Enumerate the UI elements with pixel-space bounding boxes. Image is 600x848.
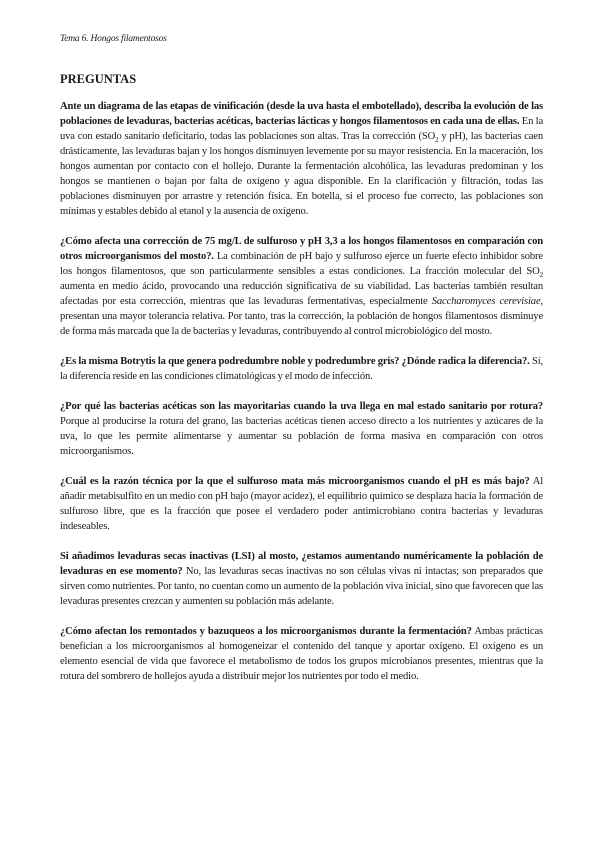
species-name: Saccharomyces cerevisiae (431, 296, 541, 307)
qa-paragraph-3 (60, 354, 543, 384)
question-text: Ante un diagrama de las etapas de vinificación (desde la uva hasta el embotellado), describa la evolución de las poblaciones de levaduras, bacterias acéticas, bacterias lácticas y hongos filamentosos en cada una de ellas. (60, 101, 543, 127)
subscript: 2 (539, 271, 543, 280)
answer-text: Sí, la diferencia reside en las condiciones climatológicas y el modo de infección. (60, 356, 543, 382)
answer-text: aumenta en medio ácido, provocando una reducción significativa de su viabilidad. Las bacterias también resultan afectadas por esta corrección, mientras que las levaduras fermentativas, especialmente (60, 281, 543, 307)
question-text: ¿Es la misma Botrytis la que genera podredumbre noble y podredumbre gris? ¿Dónde radica la diferencia?. (60, 356, 530, 367)
section-title: PREGUNTAS (60, 72, 137, 86)
question-text: ¿Cómo afecta una corrección de 75 mg/L de sulfuroso y pH 3,3 a los hongos filamentosos en comparación con otros microorganismos del mosto?. (60, 236, 543, 262)
qa-paragraph-4 (60, 399, 543, 459)
question-text: Si añadimos levaduras secas inactivas (LSI) al mosto, ¿estamos aumentando numéricamente la población de levaduras en ese momento? (60, 551, 543, 577)
qa-paragraph-7 (60, 624, 543, 684)
question-text: ¿Por qué las bacterias acéticas son las mayoritarias cuando la uva llega en mal estado sanitario por rotura? (60, 401, 543, 412)
qa-paragraph-2 (60, 234, 543, 339)
question-text: ¿Cómo afectan los remontados y bazuqueos a los microorganismos durante la fermentación? (60, 626, 472, 637)
answer-text: La combinación de pH bajo y sulfuroso ejerce un fuerte efecto inhibidor sobre los hongos filamentosos, que son particularmente sensibles a estas condiciones. La fracción molecular del SO (60, 251, 543, 277)
subscript: 2 (435, 136, 439, 145)
qa-paragraph-1 (60, 99, 543, 219)
document-page (60, 34, 543, 699)
answer-text: Porque al producirse la rotura del grano, las bacterias acéticas tienen acceso directo a los nutrientes y azúcares de la uva, lo que les permite alimentarse y aumentar su población de forma masiva en comparación con otros microorganismos. (60, 416, 543, 457)
answer-text: Ambas prácticas benefician a los microorganismos al homogeneizar el contenido del tanque y aportar oxígeno. El oxígeno es un elemento esencial de vida que favorece el metabolismo de todos los grupos microbianos presentes, mientras que la rotura del sombrero de hollejos ayuda a distribuir mejor los nutrientes por todo el medio. (60, 626, 543, 682)
answer-text: En la uva con estado sanitario deficitario, todas las poblaciones son altas. Tras la corrección (SO (60, 116, 543, 142)
answer-text: y pH), las bacterias caen drásticamente, las levaduras bajan y los hongos disminuyen levemente por su mayor resistencia. En la maceración, los hongos aumentan por contacto con el hollejo. Durante la fermentación alcohólica, las levaduras predominan y los hongos se mantienen o bajan por falta de oxígeno y agua disponible. En la clarificación y filtración, todas las poblaciones disminuyen por arrastre y retención física. En botella, si el proceso fue correcto, las poblaciones son mínimas y estables debido al etanol y la ausencia de oxígeno. (60, 131, 543, 217)
qa-paragraph-6 (60, 549, 543, 609)
answer-text: Al añadir metabisulfito en un medio con pH bajo (mayor acidez), el equilibrio químico se desplaza hacia la formación de sulfuroso libre, que es la fracción que posee el verdadero poder antimicrobiano contra bacterias y levaduras indeseables. (60, 476, 543, 532)
answer-text: , presentan una mayor tolerancia relativa. Por tanto, tras la corrección, la población de hongos filamentosos disminuye de forma más marcada que la de bacterias y levaduras, contribuyendo al control microbiológico del mosto. (60, 296, 543, 337)
qa-paragraph-5 (60, 474, 543, 534)
answer-text: No, las levaduras secas inactivas no son células vivas ni intactas; son preparados que sirven como nutrientes. Por tanto, no cuentan como un aumento de la población viva inicial, sino que favorecen que las levaduras presentes crezcan y aumenten su población más adelante. (60, 566, 543, 607)
running-header: Tema 6. Hongos filamentosos (60, 34, 167, 44)
question-text: ¿Cuál es la razón técnica por la que el sulfuroso mata más microorganismos cuando el pH es más bajo? (60, 476, 530, 487)
